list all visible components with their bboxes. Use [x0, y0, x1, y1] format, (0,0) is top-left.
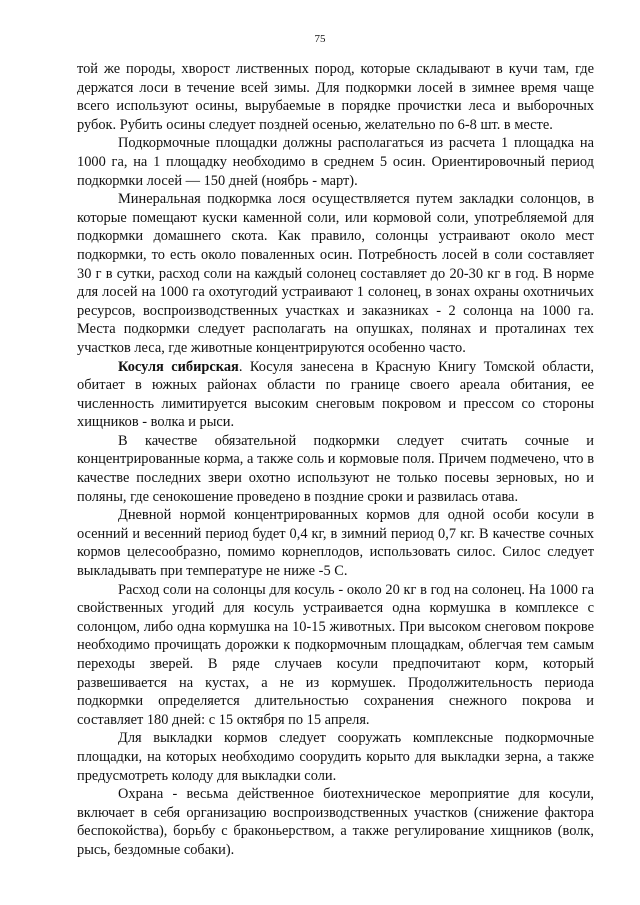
body-text	[77, 60, 594, 860]
paragraph-roe-deer-intro-text: . Косуля занесена в Красную Книгу Томской области, обитает в южных районах области по границе своего ареала обитания, ее численность лимитируется высоким снеговым покровом и прессом со стороны хищников - волка и рыси.	[77, 358, 594, 431]
paragraph-protection: Охрана - весьма действенное биотехническое мероприятие для косули, включает в себя организацию воспроизводственных участков (снижение фактора беспокойства), борьбу с браконьерством, а также регулирование хищников (волк, рысь, бездомные собаки).	[77, 786, 594, 858]
page-number: 75	[314, 33, 326, 45]
paragraph-roe-deer-intro	[77, 358, 594, 432]
paragraph-moose-feeding-materials: той же породы, хворост лиственных пород, которые складывают в кучи там, где держатся лоси в течение всей зимы. Для подкормки лосей в зимнее время чаще всего используют осины, вырубаемые в порядке прочистки леса и выборочных рубок. Рубить осины следует поздней осенью, желательно по 6-8 шт. в месте.	[77, 61, 594, 133]
paragraph-mandatory-feeding: В качестве обязательной подкормки следует считать сочные и концентрированные корма, а также соль и кормовые поля. Причем подмечено, что в качестве последних звери охотно используют не только посевы зерновых, но и поляны, где сенокошение проведено в поздние сроки и развилась отава.	[77, 432, 594, 505]
paragraph-feeding-platforms: Для выкладки кормов следует сооружать комплексные подкормочные площадки, на которых необходимо соорудить корыто для выкладки зерна, а также предусмотреть колоду для выкладки соли.	[77, 730, 594, 784]
paragraph-mineral-feeding: Минеральная подкормка лося осуществляется путем закладки солонцов, в которые помещают куски каменной соли, или кормовой соли, употребляемой для подкормки домашнего скота. Как правило, солонцы устраивают около мест подкормки, то есть около поваленных осин. Потребность лосей в соли составляет 30 г в сутки, расход соли на каждый солонец составляет до 20-30 кг в год. В норме для лосей на 1000 га охотугодий устраивают 1 солонец, в зонах охраны охотничьих ресурсов, воспроизводственных участках и заказниках - 2 солонца на 1000 га. Места подкормки следует располагать на опушках, полянах и проталинах тех участков леса, где животные концентрируются особенно часто.	[77, 191, 594, 356]
paragraph-feeding-sites: Подкормочные площадки должны располагаться из расчета 1 площадка на 1000 га, на 1 площадку необходимо в среднем 5 осин. Ориентировочный период подкормки лосей — 150 дней (ноябрь - март).	[77, 135, 594, 189]
paragraph-daily-norm: Дневной нормой концентрированных кормов для одной особи косули в осенний и весенний период будет 0,4 кг, в зимний период 0,7 кг. В качестве сочных кормов целесообразно, помимо корнеплодов, использовать силос. Силос следует выкладывать при температуре не ниже -5 С.	[77, 507, 594, 580]
paragraph-salt-consumption: Расход соли на солонцы для косуль - около 20 кг в год на солонец. На 1000 га свойственных угодий для косуль устраивается одна кормушка в комплексе с солонцом, либо одна кормушка на 10-15 животных. При высоком снеговом покрове необходимо прочищать дорожки к подкормочным площадкам, облегчая тем самым переходы зверей. В ряде случаев косули предпочитают корм, который развешивается на кустах, а не из кормушек. Продолжительность периода подкормки определяется длительностью сохранения снежного покрова и составляет 180 дней: с 15 октября по 15 апреля.	[77, 581, 594, 728]
species-heading-roe-deer: Косуля сибирская	[118, 358, 239, 375]
